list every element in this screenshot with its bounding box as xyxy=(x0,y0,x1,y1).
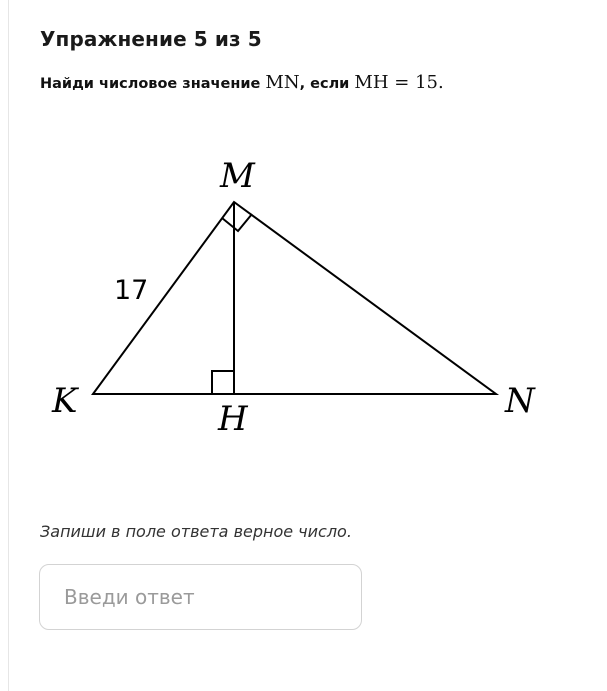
vertex-label-k: K xyxy=(52,381,78,421)
question-suffix: . xyxy=(437,72,444,93)
answer-input[interactable] xyxy=(64,565,344,629)
given-value: 15 xyxy=(415,72,438,93)
vertex-label-n: N xyxy=(505,381,535,421)
vertex-label-m: M xyxy=(220,156,255,196)
right-angle-mark-m xyxy=(222,214,252,231)
answer-field[interactable] xyxy=(39,564,362,630)
triangle-kmn xyxy=(93,202,496,394)
question-prefix: Найди числовое значение xyxy=(40,76,266,92)
instruction-text: Запиши в поле ответа верное число. xyxy=(40,522,352,541)
target-segment: MN xyxy=(265,72,300,93)
vertex-label-h: H xyxy=(218,399,248,439)
exercise-title: Упражнение 5 из 5 xyxy=(40,27,262,51)
side-label-km: 17 xyxy=(114,275,149,306)
given-segment: MH xyxy=(354,72,389,93)
question-middle: , если xyxy=(299,76,355,92)
equals-sign: = xyxy=(388,72,416,93)
right-angle-mark-h xyxy=(212,371,234,394)
